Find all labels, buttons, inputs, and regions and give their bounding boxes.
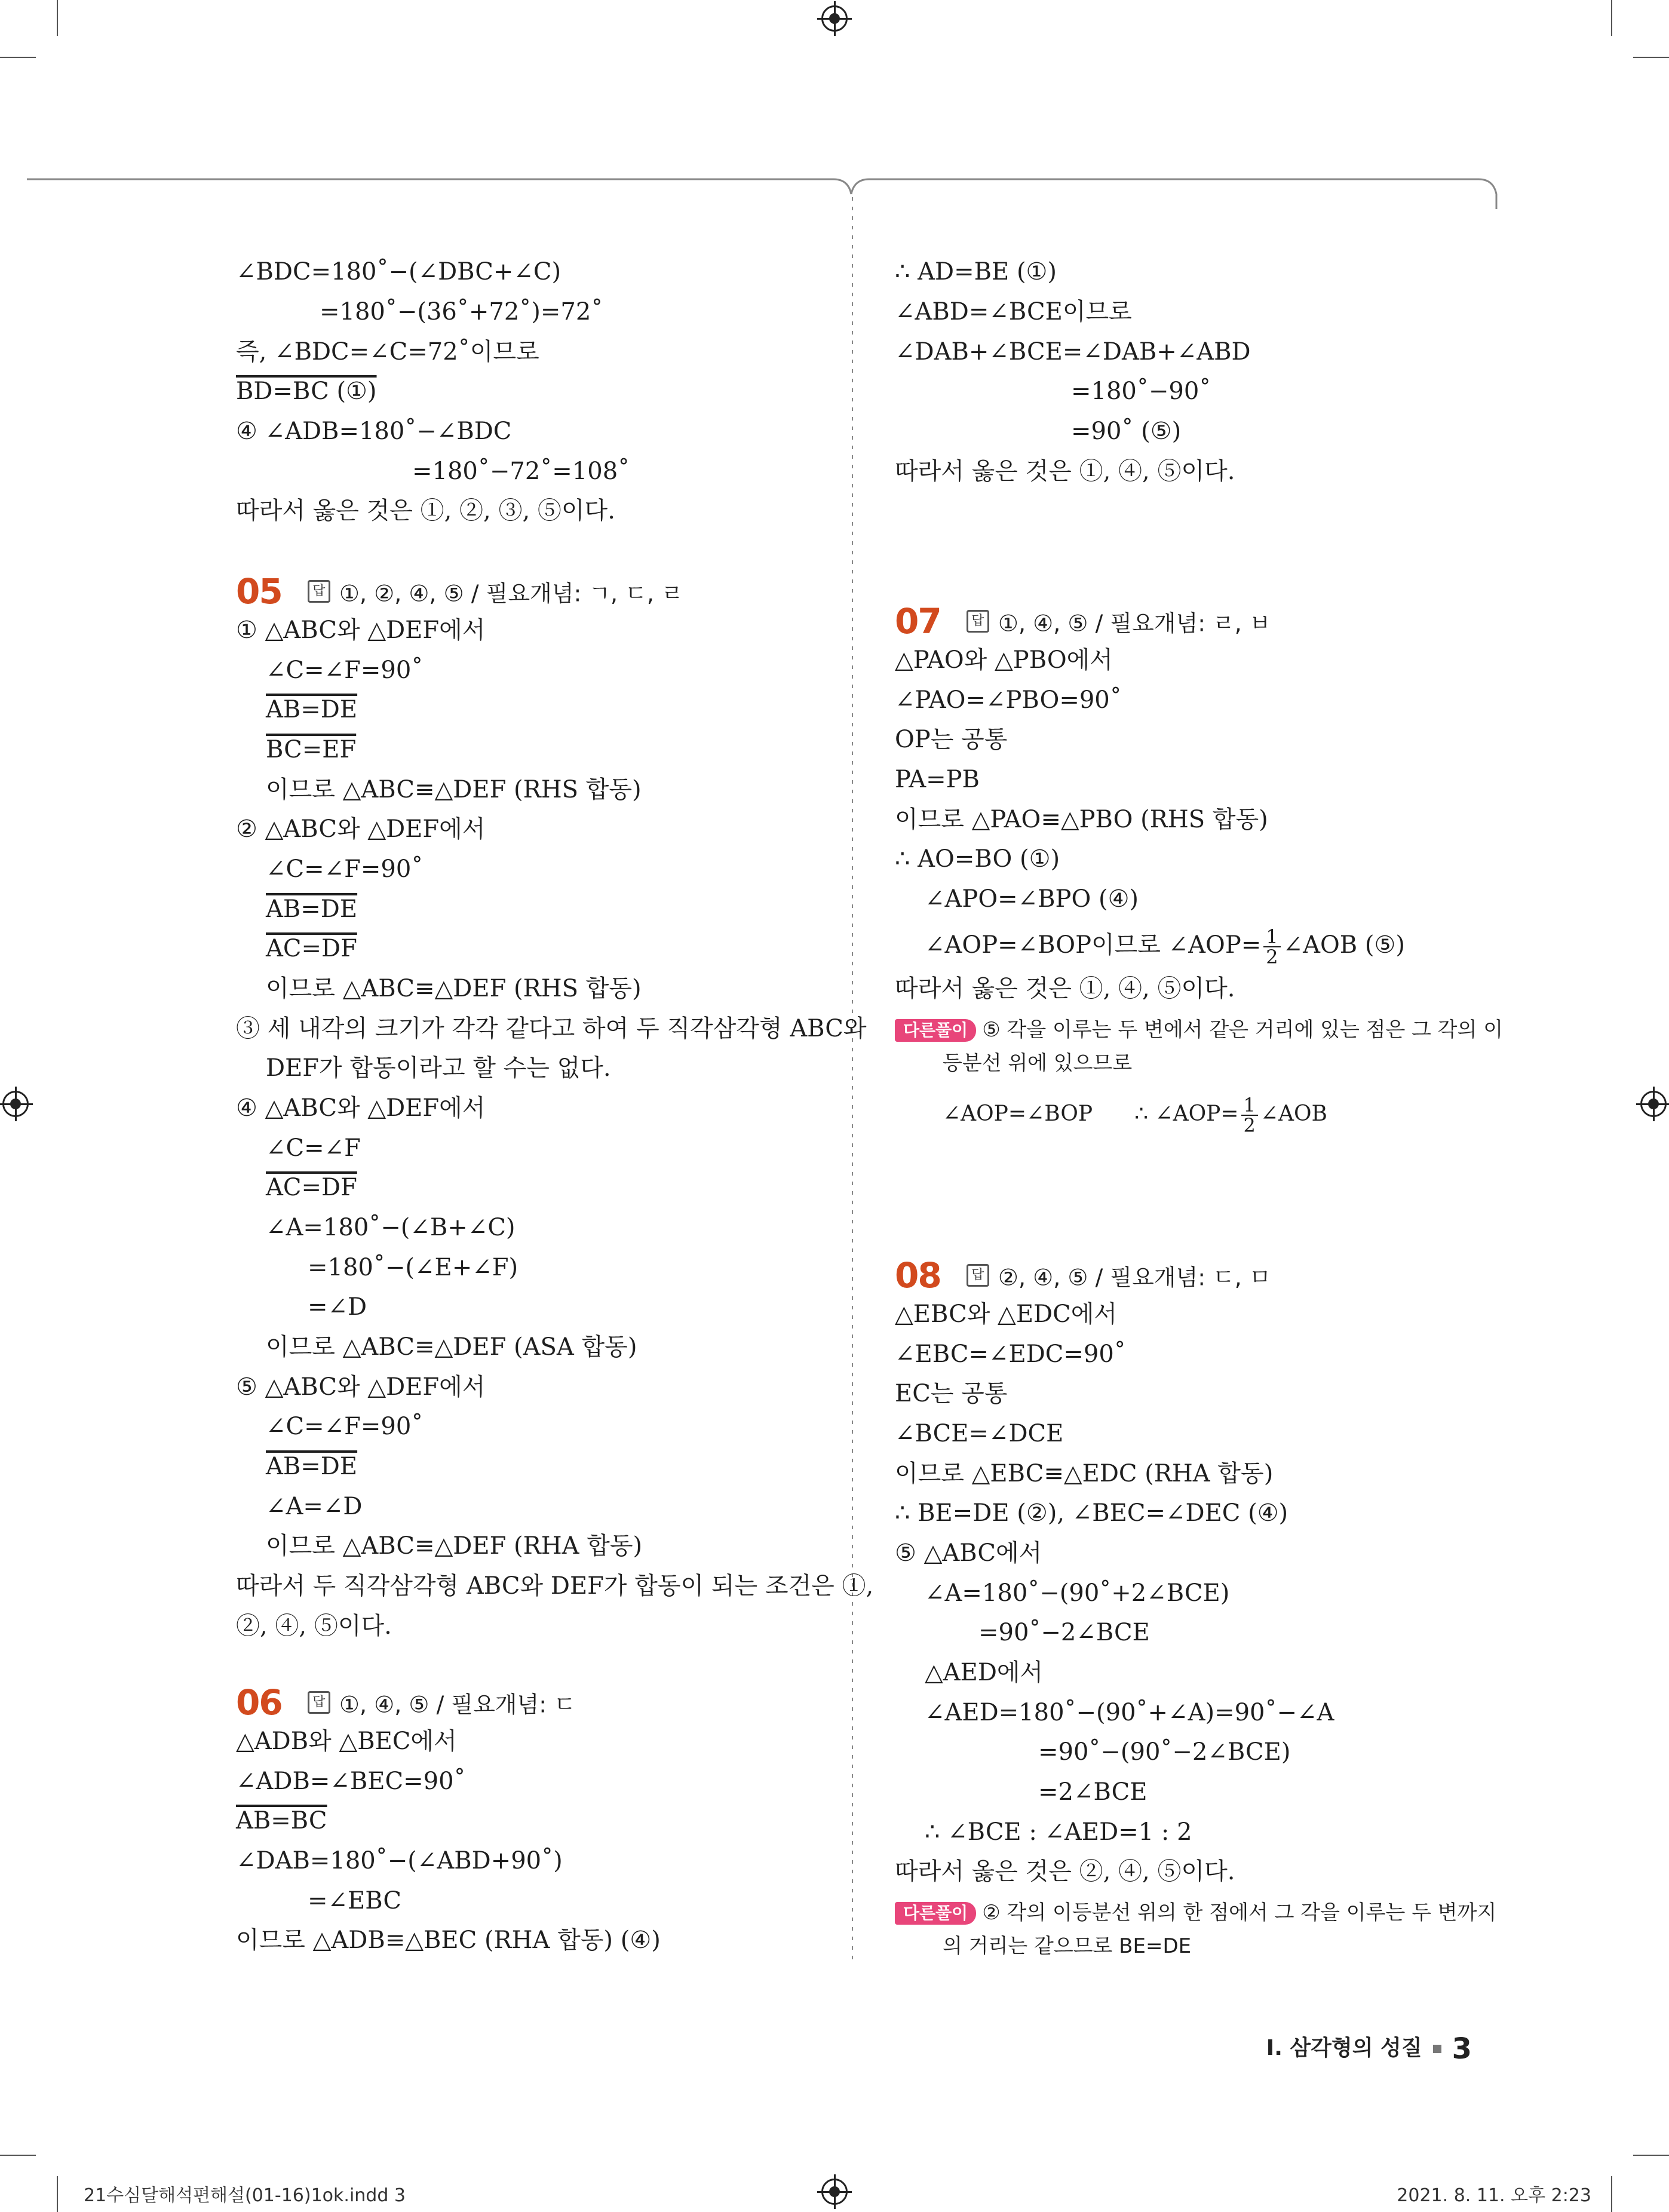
text-line: 이므로 △PAO≡△PBO (RHS 합동) xyxy=(895,806,1268,833)
text-line: =180˚−72˚=108˚ xyxy=(412,458,630,485)
text-segment: ∠AOB xyxy=(1260,1102,1328,1126)
text-line: AB=DE xyxy=(266,696,358,723)
text-line: △ADB와 △BEC에서 xyxy=(236,1728,457,1755)
alt-solution-text: 의 거리는 같으므로 BE=DE xyxy=(943,1934,1192,1958)
alt-equation-line xyxy=(943,1093,1327,1135)
registration-mark-icon xyxy=(821,2179,848,2205)
text-line: =∠D xyxy=(308,1293,367,1321)
text-line: EC는 공통 xyxy=(895,1380,1008,1407)
text-line: DEF가 합동이라고 할 수는 없다. xyxy=(266,1054,611,1082)
answer-text: ②, ④, ⑤ / 필요개념: ㄷ, ㅁ xyxy=(998,1264,1271,1291)
footer-timestamp: 2021. 8. 11. 오후 2:23 xyxy=(1397,2185,1591,2206)
text-line: BC=EF xyxy=(266,736,357,763)
crop-mark xyxy=(1611,2176,1612,2212)
alt-solution-line xyxy=(895,1897,1496,1926)
alt-solution-text: 등분선 위에 있으므로 xyxy=(943,1051,1133,1075)
text-line: AB=DE xyxy=(266,895,358,923)
chapter-title: Ⅰ. 삼각형의 성질 xyxy=(1266,2036,1422,2060)
text-line: ∠C=∠F=90˚ xyxy=(266,656,424,684)
fraction-denominator: 2 xyxy=(1266,946,1278,968)
text-line: 따라서 옳은 것은 ①, ④, ⑤이다. xyxy=(895,458,1235,485)
text-line: AC=DF xyxy=(266,935,357,962)
text-line: PA=PB xyxy=(895,766,980,793)
page-number: 3 xyxy=(1452,2032,1472,2066)
alt-solution-badge: 다른풀이 xyxy=(895,1019,976,1042)
text-line: ∠DAB=180˚−(∠ABD+90˚) xyxy=(236,1847,563,1874)
text-line: ∠A=180˚−(90˚+2∠BCE) xyxy=(925,1579,1230,1607)
chapter-page-label xyxy=(1266,2031,1472,2066)
text-line: 이므로 △EBC≡△EDC (RHA 합동) xyxy=(895,1460,1274,1487)
text-line: ∠DAB+∠BCE=∠DAB+∠ABD xyxy=(895,338,1251,366)
text-line: AB=DE xyxy=(266,1453,358,1480)
text-line: 즉, ∠BDC=∠C=72˚이므로 xyxy=(236,338,539,366)
section-header-08 xyxy=(895,1254,1271,1296)
text-line: ④ ∠ADB=180˚−∠BDC xyxy=(236,418,512,445)
text-line: ② △ABC와 △DEF에서 xyxy=(236,815,486,843)
text-line: ∠BDC=180˚−(∠DBC+∠C) xyxy=(236,258,562,286)
answer-icon: 답 xyxy=(967,610,989,633)
text-line: ∠ADB=∠BEC=90˚ xyxy=(236,1768,466,1795)
alt-solution-text: ⑤ 각을 이루는 두 변에서 같은 거리에 있는 점은 그 각의 이 xyxy=(982,1018,1504,1042)
text-line: ∠BCE=∠DCE xyxy=(895,1420,1064,1447)
bullet-square-icon xyxy=(1433,2045,1441,2053)
text-line: ②, ④, ⑤이다. xyxy=(236,1612,392,1640)
fraction-one-half xyxy=(1241,1096,1258,1135)
text-line: =180˚−(36˚+72˚)=72˚ xyxy=(320,298,603,326)
text-line: 따라서 옳은 것은 ①, ④, ⑤이다. xyxy=(895,975,1235,1002)
text-line: ⑤ △ABC와 △DEF에서 xyxy=(236,1373,486,1401)
text-line: △PAO와 △PBO에서 xyxy=(895,646,1113,674)
text-line: 따라서 옳은 것은 ②, ④, ⑤이다. xyxy=(895,1858,1235,1885)
fraction-numerator: 1 xyxy=(1241,1096,1258,1116)
text-line: 이므로 △ABC≡△DEF (ASA 합동) xyxy=(266,1333,637,1361)
text-line: △EBC와 △EDC에서 xyxy=(895,1300,1117,1328)
text-line xyxy=(895,257,1057,287)
text-line: ∠ABD=∠BCE이므로 xyxy=(895,298,1132,326)
text-segment: ∠AOB (⑤) xyxy=(1283,931,1405,959)
text-line: ∴ AO=BO (①) xyxy=(895,845,1060,873)
text-segment: ∠AOP=∠BOP xyxy=(943,1102,1093,1126)
overlined-text: ∴ AD=BE (①) xyxy=(895,258,1057,286)
text-line: ③ 세 내각의 크기가 각각 같다고 하여 두 직각삼각형 ABC와 xyxy=(236,1015,867,1042)
alt-solution-badge: 다른풀이 xyxy=(895,1902,976,1925)
text-line: =90˚−2∠BCE xyxy=(978,1619,1150,1646)
text-line: ∴ ∠BCE : ∠AED=1 : 2 xyxy=(925,1818,1192,1846)
answer-text: ①, ④, ⑤ / 필요개념: ㄷ xyxy=(339,1691,576,1718)
text-line: =180˚−90˚ xyxy=(1071,378,1211,405)
text-line: BD=BC (①) xyxy=(236,378,377,405)
footer-filename: 21수심달해석편해설(01-16)1ok.indd 3 xyxy=(84,2185,406,2206)
text-line: ∠A=∠D xyxy=(266,1493,363,1520)
text-line: =90˚ (⑤) xyxy=(1071,418,1182,445)
fraction-one-half xyxy=(1263,927,1280,967)
text-line: AB=BC xyxy=(236,1807,327,1834)
text-line: AC=DF xyxy=(266,1174,357,1201)
text-segment: ∴ ∠AOP= xyxy=(1134,1102,1239,1126)
text-line: 이므로 △ABC≡△DEF (RHA 합동) xyxy=(266,1532,643,1560)
text-line: ⑤ △ABC에서 xyxy=(895,1539,1042,1567)
text-line: △AED에서 xyxy=(925,1659,1044,1686)
text-line: ∠C=∠F xyxy=(266,1134,361,1162)
text-line: ∠EBC=∠EDC=90˚ xyxy=(895,1340,1126,1368)
fraction-denominator: 2 xyxy=(1243,1114,1256,1137)
text-line: ∴ BE=DE (②), ∠BEC=∠DEC (④) xyxy=(895,1499,1288,1527)
text-line: =2∠BCE xyxy=(1038,1778,1148,1806)
text-line: ∠AED=180˚−(90˚+∠A)=90˚−∠A xyxy=(925,1699,1334,1726)
text-line: 이므로 △ABC≡△DEF (RHS 합동) xyxy=(266,975,642,1002)
text-line: 이므로 △ADB≡△BEC (RHA 합동) (④) xyxy=(236,1926,661,1954)
text-line: =180˚−(∠E+∠F) xyxy=(308,1254,519,1281)
text-line: 이므로 △ABC≡△DEF (RHS 합동) xyxy=(266,776,642,803)
text-line: ∠APO=∠BPO (④) xyxy=(925,885,1139,913)
text-line: ∠A=180˚−(∠B+∠C) xyxy=(266,1214,516,1241)
text-line: ∠C=∠F=90˚ xyxy=(266,855,424,883)
answer-text: ①, ④, ⑤ / 필요개념: ㄹ, ㅂ xyxy=(998,610,1271,637)
section-header-05 xyxy=(236,570,683,612)
crop-mark xyxy=(57,2176,58,2212)
answer-icon: 답 xyxy=(308,580,330,603)
text-line: 따라서 두 직각삼각형 ABC와 DEF가 합동이 되는 조건은 ①, xyxy=(236,1572,874,1600)
section-number: 05 xyxy=(236,571,282,612)
text-line: ④ △ABC와 △DEF에서 xyxy=(236,1094,486,1122)
section-number: 06 xyxy=(236,1682,282,1723)
text-line: 따라서 옳은 것은 ①, ②, ③, ⑤이다. xyxy=(236,497,615,524)
alt-solution-line xyxy=(895,1014,1503,1044)
section-header-07 xyxy=(895,600,1271,642)
answer-icon: 답 xyxy=(967,1264,989,1287)
text-line: OP는 공통 xyxy=(895,726,1008,753)
section-header-06 xyxy=(236,1682,576,1723)
fraction-line xyxy=(925,924,1405,966)
alt-solution-text: ② 각의 이등분선 위의 한 점에서 그 각을 이루는 두 변까지 xyxy=(982,1901,1497,1925)
text-segment: ∠AOP=∠BOP이므로 ∠AOP= xyxy=(925,931,1262,959)
text-line: ① △ABC와 △DEF에서 xyxy=(236,616,486,644)
section-number: 08 xyxy=(895,1255,941,1296)
crop-mark xyxy=(0,2155,36,2156)
answer-text: ①, ②, ④, ⑤ / 필요개념: ㄱ, ㄷ, ㄹ xyxy=(339,580,683,607)
answer-icon: 답 xyxy=(308,1691,330,1714)
text-line: ∠PAO=∠PBO=90˚ xyxy=(895,686,1122,714)
section-number: 07 xyxy=(895,601,941,642)
crop-mark xyxy=(1633,2155,1669,2156)
fraction-numerator: 1 xyxy=(1263,927,1280,947)
text-line: =∠EBC xyxy=(308,1887,401,1915)
text-line: =90˚−(90˚−2∠BCE) xyxy=(1038,1738,1291,1766)
text-line: ∠C=∠F=90˚ xyxy=(266,1413,424,1440)
